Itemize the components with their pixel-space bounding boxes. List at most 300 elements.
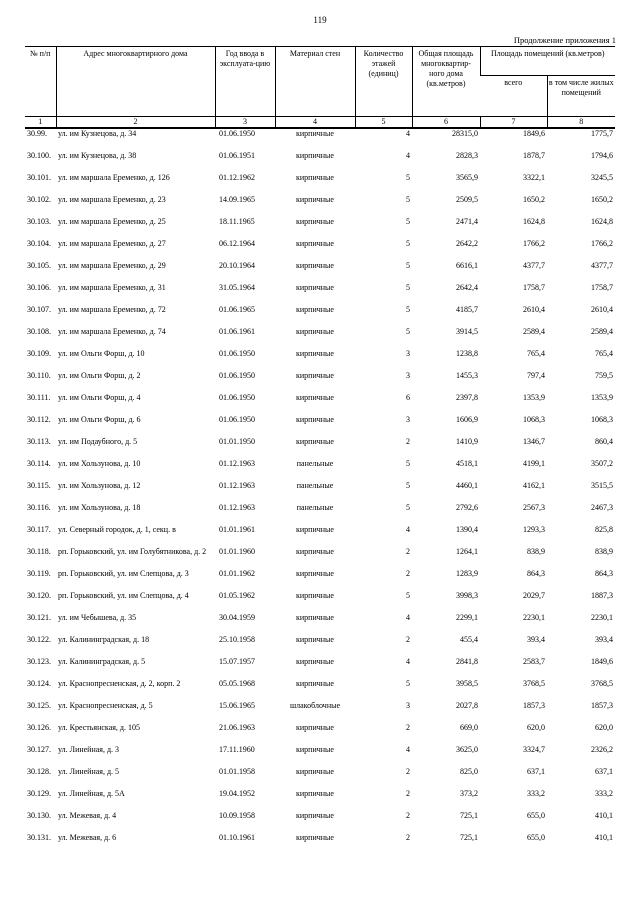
table-row [25,767,615,789]
address-cell: ул. Линейная, д. 5 [58,767,120,776]
col-number: 2 [56,117,215,129]
material-cell: кирпичные [296,217,334,226]
premises-area-cell: 655,0 [527,833,545,842]
table-row [25,657,615,679]
year-cell: 01.06.1950 [219,415,255,424]
residential-area-cell: 4377,7 [591,261,614,270]
floors-cell: 4 [406,525,410,534]
material-cell: кирпичные [296,525,334,534]
table-row [25,261,615,283]
residential-area-cell: 1068,3 [591,415,614,424]
premises-area-cell: 838,9 [527,547,545,556]
address-cell: ул. им Ольги Форш, д. 2 [58,371,141,380]
total-area-cell: 4185,7 [456,305,478,314]
floors-cell: 5 [406,239,410,248]
year-cell: 01.01.1958 [219,767,255,776]
year-cell: 10.09.1958 [219,811,255,820]
residential-area-cell: 3507,2 [591,459,614,468]
row-number: 30.109. [27,349,51,358]
address-cell: ул. им Хользунова, д. 12 [58,481,141,490]
table-row [25,723,615,745]
residential-area-cell: 1624,8 [591,217,614,226]
row-number: 30.119. [27,569,51,578]
total-area-cell: 6616,1 [456,261,478,270]
table-row [25,569,615,591]
table-row [25,635,615,657]
material-cell: панельные [296,481,334,490]
residential-area-cell: 2610,4 [591,305,614,314]
floors-cell: 5 [406,679,410,688]
address-cell: рп. Горьковский, ул. им Слепцова, д. 3 [58,569,189,578]
row-number: 30.101. [27,173,51,182]
table-row [25,128,615,151]
year-cell: 21.06.1963 [219,723,255,732]
table-row [25,437,615,459]
premises-area-cell: 393,4 [527,635,545,644]
total-area-cell: 1238,8 [456,349,478,358]
floors-cell: 4 [406,129,410,138]
address-cell: ул. Калининградская, д. 18 [58,635,150,644]
residential-area-cell: 1650,2 [591,195,614,204]
premises-area-cell: 3324,7 [523,745,545,754]
material-cell: кирпичные [296,283,334,292]
material-cell: кирпичные [296,635,334,644]
premises-area-cell: 1068,3 [523,415,545,424]
floors-cell: 4 [406,151,410,160]
material-cell: кирпичные [296,591,334,600]
address-cell: ул. им Ольги Форш, д. 10 [58,349,145,358]
material-cell: кирпичные [296,679,334,688]
year-cell: 01.05.1962 [219,591,255,600]
row-number: 30.114. [27,459,51,468]
floors-cell: 5 [406,327,410,336]
premises-area-cell: 3322,1 [523,173,545,182]
premises-area-cell: 620,0 [527,723,545,732]
floors-cell: 3 [406,415,410,424]
premises-area-cell: 1766,2 [523,239,545,248]
address-cell: ул. им Подаубного, д. 5 [58,437,138,446]
address-cell: ул. им маршала Еременко, д. 23 [58,195,166,204]
premises-area-cell: 797,4 [527,371,545,380]
material-cell: кирпичные [296,239,334,248]
year-cell: 01.12.1962 [219,173,255,182]
row-number: 30.131. [27,833,51,842]
address-cell: ул. им Кузнецова, д. 34 [58,129,137,138]
floors-cell: 2 [406,789,410,798]
material-cell: кирпичные [296,371,334,380]
total-area-cell: 1410,9 [456,437,478,446]
address-cell: ул. Северный городок, д. 1, секц. в [58,525,176,534]
table-row [25,151,615,173]
premises-area-cell: 4377,7 [523,261,545,270]
header-all: всего [480,76,547,117]
residential-area-cell: 2230,1 [591,613,614,622]
floors-cell: 5 [406,283,410,292]
header-year: Год ввода в эксплуата-цию [215,47,275,117]
table-row [25,745,615,767]
total-area-cell: 2397,8 [456,393,478,402]
col-number: 4 [275,117,355,129]
year-cell: 19.04.1952 [219,789,255,798]
year-cell: 01.12.1963 [219,503,255,512]
premises-area-cell: 4199,1 [523,459,545,468]
address-cell: ул. им маршала Еременко, д. 74 [58,327,166,336]
premises-area-cell: 2583,7 [523,657,545,666]
row-number: 30.126. [27,723,51,732]
floors-cell: 6 [406,393,410,402]
year-cell: 31.05.1964 [219,283,255,292]
residential-area-cell: 1766,2 [591,239,614,248]
premises-area-cell: 2567,3 [523,503,545,512]
premises-area-cell: 1849,6 [523,129,545,138]
year-cell: 01.06.1950 [219,129,255,138]
premises-area-cell: 1293,3 [523,525,545,534]
floors-cell: 2 [406,811,410,820]
material-cell: кирпичные [296,657,334,666]
table-row [25,349,615,371]
premises-area-cell: 2029,7 [523,591,545,600]
header-total-area: Общая площадь многоквартир-ного дома (кв.метров) [412,47,480,117]
residential-area-cell: 1353,9 [591,393,614,402]
residential-area-cell: 1775,7 [591,129,614,138]
material-cell: шлакоблочные [289,701,341,710]
table-row [25,217,615,239]
material-cell: кирпичные [296,547,334,556]
row-number: 30.113. [27,437,51,446]
housing-table [25,46,615,855]
premises-area-cell: 1346,7 [523,437,545,446]
address-cell: ул. им маршала Еременко, д. 27 [58,239,166,248]
table-row [25,459,615,481]
table-body [25,128,615,855]
premises-area-cell: 1650,2 [523,195,545,204]
material-cell: панельные [296,459,334,468]
residential-area-cell: 3768,5 [591,679,614,688]
row-number: 30.105. [27,261,51,270]
address-cell: рп. Горьковский, ул. им Голубятникова, д. 2 [58,547,207,556]
table-row [25,789,615,811]
total-area-cell: 3565,9 [456,173,478,182]
year-cell: 01.12.1963 [219,481,255,490]
row-number: 30.117. [27,525,51,534]
floors-cell: 2 [406,767,410,776]
table-row [25,591,615,613]
total-area-cell: 1606,9 [456,415,478,424]
total-area-cell: 1455,3 [456,371,478,380]
address-cell: ул. Краснопресненская, д. 2, корп. 2 [58,679,181,688]
year-cell: 06.12.1964 [219,239,255,248]
residential-area-cell: 3245,5 [591,173,614,182]
floors-cell: 2 [406,547,410,556]
table-row [25,393,615,415]
row-number: 30.108. [27,327,51,336]
table-row [25,503,615,525]
row-number: 30.116. [27,503,51,512]
total-area-cell: 3625,0 [456,745,478,754]
address-cell: ул. Линейная, д. 3 [58,745,120,754]
floors-cell: 2 [406,635,410,644]
total-area-cell: 4460,1 [456,481,478,490]
year-cell: 01.06.1950 [219,371,255,380]
material-cell: кирпичные [296,833,334,842]
address-cell: ул. им Ольги Форш, д. 4 [58,393,141,402]
address-cell: ул. им маршала Еременко, д. 72 [58,305,166,314]
table-row [25,833,615,855]
header-address: Адрес многоквартирного дома [56,47,215,117]
row-number: 30.129. [27,789,51,798]
col-number: 1 [25,117,56,129]
total-area-cell: 28315,0 [452,129,478,138]
page-number: 119 [313,15,327,25]
floors-cell: 5 [406,195,410,204]
residential-area-cell: 838,9 [595,547,614,556]
address-cell: ул. Межевая, д. 4 [58,811,117,820]
year-cell: 01.06.1951 [219,151,255,160]
floors-cell: 5 [406,481,410,490]
row-number: 30.104. [27,239,51,248]
total-area-cell: 455,4 [460,635,478,644]
residential-area-cell: 825,8 [595,525,614,534]
floors-cell: 5 [406,261,410,270]
total-area-cell: 2471,4 [456,217,478,226]
material-cell: кирпичные [296,393,334,402]
premises-area-cell: 1624,8 [523,217,545,226]
row-number: 30.128. [27,767,51,776]
year-cell: 05.05.1968 [219,679,255,688]
address-cell: ул. им маршала Еременко, д. 25 [58,217,166,226]
continuation-note: Продолжение приложения 1 [513,35,616,45]
year-cell: 18.11.1965 [219,217,255,226]
row-number: 30.111. [27,393,51,402]
residential-area-cell: 2326,2 [591,745,614,754]
residential-area-cell: 1758,7 [591,283,614,292]
total-area-cell: 2841,8 [456,657,478,666]
year-cell: 01.01.1962 [219,569,255,578]
table-row [25,173,615,195]
residential-area-cell: 1857,3 [591,701,614,710]
premises-area-cell: 2589,4 [523,327,545,336]
residential-area-cell: 2589,4 [591,327,614,336]
year-cell: 01.06.1961 [219,327,255,336]
premises-area-cell: 333,2 [527,789,545,798]
table-row [25,327,615,349]
row-number: 30.103. [27,217,51,226]
floors-cell: 2 [406,569,410,578]
total-area-cell: 1264,1 [456,547,478,556]
material-cell: кирпичные [296,569,334,578]
residential-area-cell: 620,0 [595,723,614,732]
total-area-cell: 4518,1 [456,459,478,468]
premises-area-cell: 864,3 [527,569,545,578]
table-row [25,305,615,327]
row-number: 30.112. [27,415,51,424]
floors-cell: 5 [406,591,410,600]
col-number: 3 [215,117,275,129]
total-area-cell: 725,1 [460,811,478,820]
year-cell: 01.12.1963 [219,459,255,468]
year-cell: 25.10.1958 [219,635,255,644]
premises-area-cell: 1353,9 [523,393,545,402]
total-area-cell: 3914,5 [456,327,478,336]
year-cell: 17.11.1960 [219,745,255,754]
floors-cell: 5 [406,459,410,468]
header-num: № п/п [25,47,56,117]
row-number: 30.110. [27,371,51,380]
floors-cell: 2 [406,723,410,732]
residential-area-cell: 410,1 [595,833,614,842]
year-cell: 20.10.1964 [219,261,255,270]
material-cell: кирпичные [296,261,334,270]
header-residential: в том числе жилых помещений [547,76,615,117]
residential-area-cell: 333,2 [595,789,614,798]
table-row [25,547,615,569]
floors-cell: 4 [406,657,410,666]
total-area-cell: 2299,1 [456,613,478,622]
address-cell: ул. им маршала Еременко, д. 126 [58,173,170,182]
residential-area-cell: 759,5 [595,371,614,380]
table-row [25,415,615,437]
total-area-cell: 1283,9 [456,569,478,578]
table-row [25,525,615,547]
row-number: 30.125. [27,701,51,710]
total-area-cell: 2509,5 [456,195,478,204]
floors-cell: 2 [406,833,410,842]
total-area-cell: 3958,5 [456,679,478,688]
address-cell: ул. им маршала Еременко, д. 31 [58,283,166,292]
address-cell: ул. им Хользунова, д. 10 [58,459,141,468]
floors-cell: 3 [406,371,410,380]
material-cell: кирпичные [296,151,334,160]
row-number: 30.100. [27,151,51,160]
address-cell: ул. им маршала Еременко, д. 29 [58,261,166,270]
address-cell: ул. им Ольги Форш, д. 6 [58,415,141,424]
year-cell: 15.07.1957 [219,657,255,666]
floors-cell: 5 [406,173,410,182]
row-number: 30.102. [27,195,51,204]
material-cell: кирпичные [296,767,334,776]
table-row [25,239,615,261]
total-area-cell: 3998,3 [456,591,478,600]
residential-area-cell: 393,4 [595,635,614,644]
premises-area-cell: 765,4 [527,349,545,358]
total-area-cell: 373,2 [460,789,478,798]
residential-area-cell: 410,1 [595,811,614,820]
residential-area-cell: 765,4 [595,349,614,358]
material-cell: кирпичные [296,811,334,820]
row-number: 30.127. [27,745,51,754]
residential-area-cell: 860,4 [595,437,614,446]
material-cell: кирпичные [296,349,334,358]
floors-cell: 2 [406,437,410,446]
premises-area-cell: 1878,7 [523,151,545,160]
table-row [25,481,615,503]
total-area-cell: 2642,4 [456,283,478,292]
total-area-cell: 2027,8 [456,701,478,710]
premises-area-cell: 637,1 [527,767,545,776]
year-cell: 30.04.1959 [219,613,255,622]
col-number: 8 [547,117,615,129]
floors-cell: 4 [406,613,410,622]
table-row [25,371,615,393]
address-cell: ул. им Хользунова, д. 18 [58,503,141,512]
year-cell: 01.06.1950 [219,393,255,402]
total-area-cell: 669,0 [460,723,478,732]
material-cell: кирпичные [296,415,334,424]
floors-cell: 3 [406,349,410,358]
residential-area-cell: 1849,6 [591,657,614,666]
total-area-cell: 825,0 [460,767,478,776]
floors-cell: 5 [406,305,410,314]
table-row [25,613,615,635]
table-row [25,195,615,217]
col-number: 5 [355,117,412,129]
residential-area-cell: 3515,5 [591,481,614,490]
residential-area-cell: 2467,3 [591,503,614,512]
table-row [25,811,615,833]
total-area-cell: 1390,4 [456,525,478,534]
column-numbers-row [25,117,615,129]
row-number: 30.130. [27,811,51,820]
row-number: 30.122. [27,635,51,644]
floors-cell: 3 [406,701,410,710]
total-area-cell: 2828,3 [456,151,478,160]
address-cell: ул. Краснопресненская, д. 5 [58,701,153,710]
premises-area-cell: 2610,4 [523,305,545,314]
year-cell: 01.01.1960 [219,547,255,556]
header-row [25,47,615,76]
material-cell: кирпичные [296,173,334,182]
floors-cell: 4 [406,745,410,754]
col-number: 6 [412,117,480,129]
row-number: 30.120. [27,591,51,600]
year-cell: 01.01.1950 [219,437,255,446]
row-number: 30.99. [27,129,47,138]
material-cell: кирпичные [296,195,334,204]
row-number: 30.123. [27,657,51,666]
residential-area-cell: 637,1 [595,767,614,776]
address-cell: ул. им Кузнецова, д. 38 [58,151,137,160]
header-premises-area: Площадь помещений (кв.метров) [480,47,615,76]
table-row [25,283,615,305]
address-cell: ул. Линейная, д. 5А [58,789,125,798]
material-cell: панельные [296,503,334,512]
address-cell: рп. Горьковский, ул. им Слепцова, д. 4 [58,591,189,600]
total-area-cell: 725,1 [460,833,478,842]
row-number: 30.115. [27,481,51,490]
row-number: 30.107. [27,305,51,314]
address-cell: ул. Межевая, д. 6 [58,833,117,842]
year-cell: 01.10.1961 [219,833,255,842]
table-row [25,679,615,701]
premises-area-cell: 1758,7 [523,283,545,292]
floors-cell: 5 [406,503,410,512]
premises-area-cell: 1857,3 [523,701,545,710]
address-cell: ул. Калининградская, д. 5 [58,657,146,666]
address-cell: ул. им Чебышева, д. 35 [58,613,137,622]
header-material: Материал стен [275,47,355,117]
year-cell: 01.06.1965 [219,305,255,314]
header-floors: Количество этажей (единиц) [355,47,412,117]
year-cell: 01.01.1961 [219,525,255,534]
row-number: 30.106. [27,283,51,292]
material-cell: кирпичные [296,789,334,798]
total-area-cell: 2792,6 [456,503,478,512]
residential-area-cell: 1887,3 [591,591,614,600]
col-number: 7 [480,117,547,129]
material-cell: кирпичные [296,437,334,446]
row-number: 30.121. [27,613,51,622]
material-cell: кирпичные [296,723,334,732]
